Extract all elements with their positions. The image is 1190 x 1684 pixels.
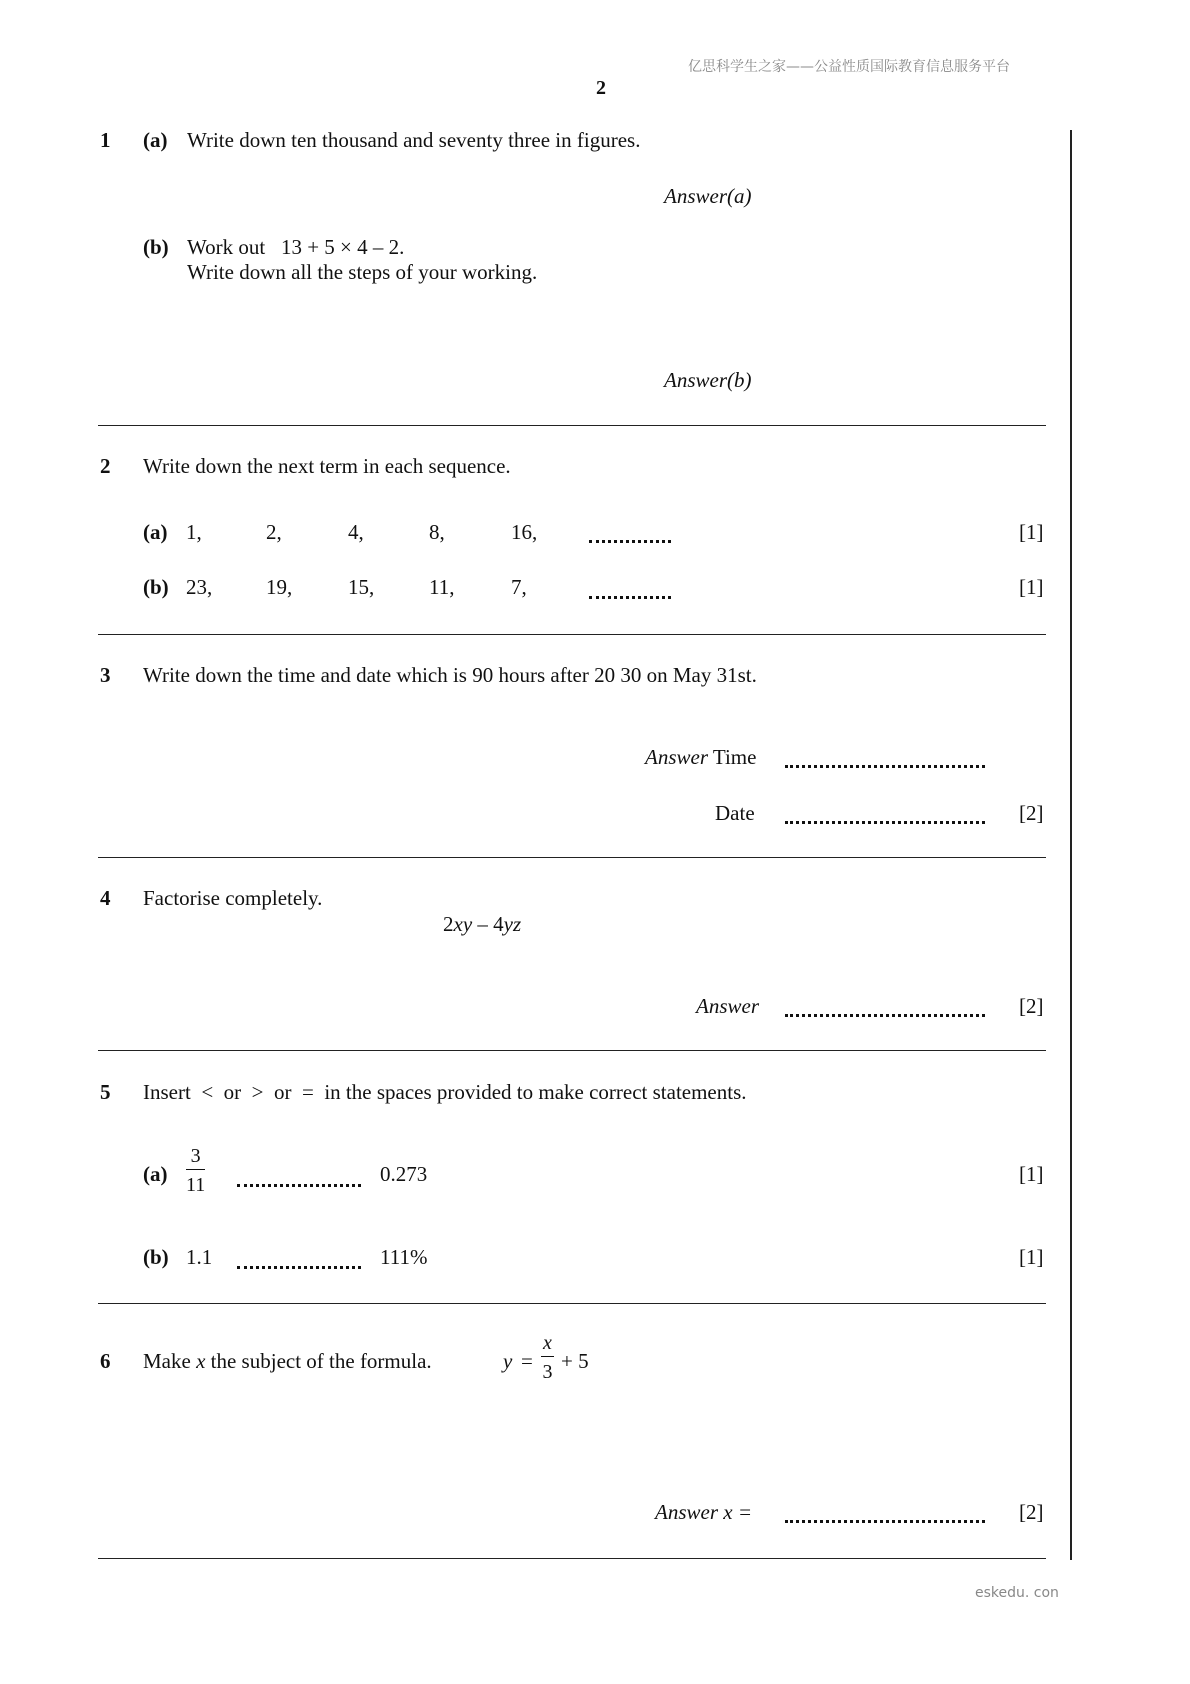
q5a-denominator: 11 (186, 1174, 206, 1196)
q3-answer-word: Answer (645, 745, 708, 769)
q6-fraction (541, 1332, 554, 1383)
q2-number: 2 (100, 454, 111, 478)
q1a-answer-label: Answer(a) (664, 184, 752, 208)
q5b-left-value: 1.1 (186, 1245, 213, 1269)
q2a-term: 1, (186, 520, 202, 544)
q5b-mark: [1] (1019, 1245, 1044, 1269)
q2b-term: 7, (511, 575, 527, 599)
q2a-term: 16, (511, 520, 538, 544)
q3-time-word: Time (712, 745, 757, 769)
q6-mark: [2] (1019, 1500, 1044, 1524)
q2b-term: 11, (429, 575, 455, 599)
divider (98, 857, 1046, 858)
q2b-term: 15, (348, 575, 375, 599)
divider (98, 634, 1046, 635)
q6-text-var: x (196, 1349, 206, 1373)
q4-expr-part: 2 (443, 912, 454, 936)
q5-number: 5 (100, 1080, 111, 1104)
divider (98, 1558, 1046, 1559)
q5-text: Insert < or > or = in the spaces provided to make correct statements. (143, 1080, 747, 1104)
q3-text: Write down the time and date which is 90 hours after 20 30 on May 31st. (143, 663, 757, 687)
q2a-term: 2, (266, 520, 282, 544)
q6-formula-eq: = (521, 1349, 533, 1373)
q6-text-part: Make (143, 1349, 197, 1373)
divider (98, 425, 1046, 426)
header-watermark: 亿思科学生之家——公益性质国际教育信息服务平台 (688, 59, 1010, 75)
q3-time-answer-line[interactable] (785, 765, 985, 768)
footer-site: eskedu. con (975, 1585, 1059, 1601)
q2b-mark: [1] (1019, 575, 1044, 599)
q2b-term: 19, (266, 575, 293, 599)
q5b-answer-line[interactable] (237, 1266, 361, 1269)
q1b-line2: Write down all the steps of your working. (187, 260, 538, 284)
q1a-text: Write down ten thousand and seventy three in figures. (187, 128, 641, 152)
q3-date-answer-line[interactable] (785, 821, 985, 824)
q1b-line1: Work out 13 + 5 × 4 – 2. (187, 235, 405, 259)
q2a-term: 8, (429, 520, 445, 544)
q6-answer-line[interactable] (785, 1520, 985, 1523)
q2b-answer-line[interactable] (589, 596, 671, 599)
q5a-right-value: 0.273 (380, 1162, 428, 1186)
q2a-answer-line[interactable] (589, 540, 671, 543)
q4-answer-label: Answer (696, 994, 759, 1018)
q6-text-part: the subject of the formula. (205, 1349, 432, 1373)
q4-answer-line[interactable] (785, 1014, 985, 1017)
q5a-label: (a) (143, 1162, 168, 1186)
q6-number: 6 (100, 1349, 111, 1373)
q6-frac-denominator: 3 (542, 1361, 553, 1383)
q5a-answer-line[interactable] (237, 1184, 361, 1187)
q4-expr-part: yz (503, 912, 522, 936)
q2a-label: (a) (143, 520, 168, 544)
q4-expression (443, 912, 521, 936)
q2a-term: 4, (348, 520, 364, 544)
divider (98, 1050, 1046, 1051)
page-number: 2 (596, 77, 606, 99)
q6-formula-lhs: y (503, 1349, 513, 1373)
q2b-label: (b) (143, 575, 169, 599)
q6-frac-numerator: x (541, 1332, 554, 1357)
q4-expr-part: – 4 (472, 912, 504, 936)
q4-expr-part: xy (453, 912, 473, 936)
q1b-label: (b) (143, 235, 169, 259)
q3-date-label: Date (715, 801, 755, 825)
divider (98, 1303, 1046, 1304)
q1-number: 1 (100, 128, 111, 152)
q2b-term: 23, (186, 575, 213, 599)
q2a-mark: [1] (1019, 520, 1044, 544)
q6-answer-label: Answer x = (655, 1500, 752, 1524)
q6-text (143, 1349, 432, 1373)
q5a-mark: [1] (1019, 1162, 1044, 1186)
q4-number: 4 (100, 886, 111, 910)
q2-text: Write down the next term in each sequence. (143, 454, 511, 478)
q1a-label: (a) (143, 128, 168, 152)
q5b-label: (b) (143, 1245, 169, 1269)
q5a-fraction (186, 1145, 205, 1196)
right-margin-line (1070, 130, 1072, 1560)
q4-mark: [2] (1019, 994, 1044, 1018)
q3-number: 3 (100, 663, 111, 687)
q5a-numerator: 3 (186, 1145, 205, 1170)
q3-mark: [2] (1019, 801, 1044, 825)
q3-answer-time-label (645, 745, 756, 769)
q5b-right-value: 111% (380, 1245, 428, 1269)
q6-formula-rest: + 5 (561, 1349, 589, 1373)
q1b-answer-label: Answer(b) (664, 368, 752, 392)
q4-text: Factorise completely. (143, 886, 323, 910)
